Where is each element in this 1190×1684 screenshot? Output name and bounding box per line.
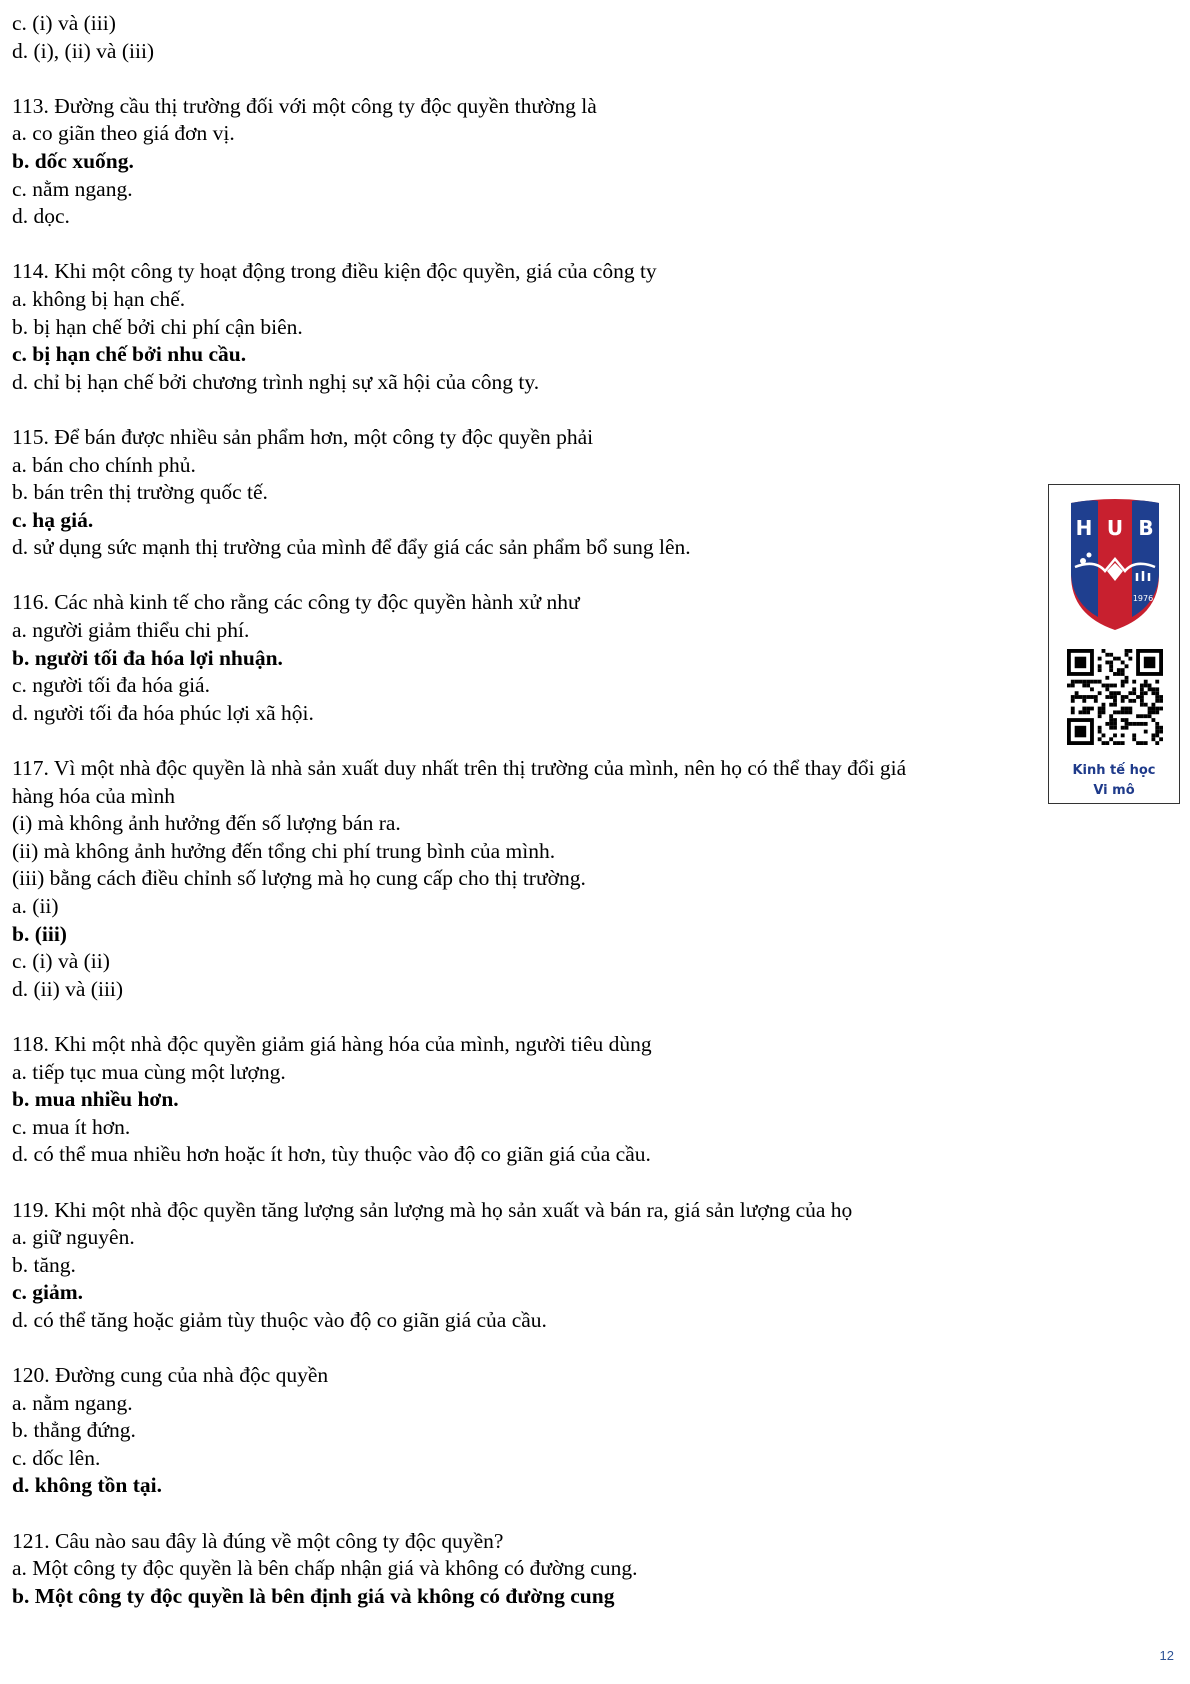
text-line: d. sử dụng sức mạnh thị trường của mình để đẩy giá các sản phẩm bổ sung lên. (12, 535, 691, 560)
text-line: 117. Vì một nhà độc quyền là nhà sản xuất duy nhất trên thị trường của mình, nên họ có thể thay đổi giá (12, 756, 907, 781)
text-line: c. người tối đa hóa giá. (12, 673, 210, 698)
text-line: d. người tối đa hóa phúc lợi xã hội. (12, 700, 314, 725)
text-line: a. (ii) (12, 894, 59, 918)
text-line: 114. Khi một công ty hoạt động trong điều kiện độc quyền, giá của công ty (12, 259, 657, 284)
text-line: 118. Khi một nhà độc quyền giảm giá hàng hóa của mình, người tiêu dùng (12, 1031, 652, 1056)
text-line: c. nằm ngang. (12, 176, 133, 201)
hub-branding-panel (1048, 484, 1180, 804)
blank-line (12, 727, 1042, 755)
logo-year: 1976 (1132, 594, 1154, 603)
text-line: a. không bị hạn chế. (12, 286, 186, 311)
blank-line (12, 231, 1042, 259)
text-line: 115. Để bán được nhiều sản phẩm hơn, một công ty độc quyền phải (12, 424, 594, 449)
text-line: a. Một công ty độc quyền là bên chấp nhận giá và không có đường cung. (12, 1556, 638, 1581)
text-line: hàng hóa của mình (12, 783, 175, 808)
text-line: d. dọc. (12, 204, 70, 229)
answer-line-correct: d. không tồn tại. (12, 1473, 162, 1498)
answer-line-correct: c. giảm. (12, 1280, 84, 1305)
text-line: c. dốc lên. (12, 1445, 101, 1470)
text-line: a. người giảm thiểu chi phí. (12, 618, 250, 643)
text-line: c. (i) và (iii) (12, 11, 116, 35)
blank-line (12, 1169, 1042, 1197)
text-line: d. (i), (ii) và (iii) (12, 38, 155, 63)
caption-line-1: Kinh tế học (1072, 763, 1156, 778)
answer-line-correct: b. mua nhiều hơn. (12, 1087, 179, 1112)
caption-line-2: Vi mô (1093, 783, 1135, 798)
blank-line (12, 65, 1042, 93)
answer-line-correct: c. hạ giá. (12, 507, 94, 532)
text-line: b. bán trên thị trường quốc tế. (12, 480, 268, 505)
text-line: b. tăng. (12, 1252, 76, 1277)
answer-line-correct: b. (iii) (12, 921, 67, 946)
text-line: c. (i) và (ii) (12, 949, 110, 974)
text-line: (i) mà không ảnh hưởng đến số lượng bán ra. (12, 811, 401, 836)
blank-line (12, 1335, 1042, 1363)
qr-code-icon[interactable] (1067, 649, 1163, 745)
answer-line-correct: b. Một công ty độc quyền là bên định giá và không có đường cung (12, 1583, 615, 1608)
text-line: a. nằm ngang. (12, 1390, 133, 1415)
logo-letter-u: U (1106, 516, 1124, 540)
blank-line (12, 1500, 1042, 1528)
text-line: 121. Câu nào sau đây là đúng về một công ty độc quyền? (12, 1528, 504, 1553)
text-line: 120. Đường cung của nhà độc quyền (12, 1363, 329, 1388)
text-line: d. chỉ bị hạn chế bởi chương trình nghị sự xã hội của công ty. (12, 369, 540, 394)
text-line: (ii) mà không ảnh hưởng đến tổng chi phí trung bình của mình. (12, 838, 556, 863)
text-line: a. tiếp tục mua cùng một lượng. (12, 1059, 286, 1084)
hub-logo-crest (1065, 497, 1165, 632)
text-line: b. bị hạn chế bởi chi phí cận biên. (12, 314, 303, 339)
answer-line-correct: c. bị hạn chế bởi nhu cầu. (12, 342, 247, 367)
text-line: d. (ii) và (iii) (12, 976, 124, 1001)
text-line: d. có thể tăng hoặc giảm tùy thuộc vào độ co giãn giá của cầu. (12, 1307, 547, 1332)
text-line: 113. Đường cầu thị trường đối với một công ty độc quyền thường là (12, 93, 597, 118)
text-line: b. thẳng đứng. (12, 1418, 136, 1443)
logo-letter-h: H (1075, 516, 1093, 540)
answer-line-correct: b. người tối đa hóa lợi nhuận. (12, 645, 283, 670)
blank-line (12, 562, 1042, 590)
text-line: a. giữ nguyên. (12, 1225, 135, 1250)
page-number: 12 (1159, 1648, 1174, 1663)
blank-line (12, 396, 1042, 424)
text-line: a. bán cho chính phủ. (12, 452, 196, 477)
text-line: 119. Khi một nhà độc quyền tăng lượng sản lượng mà họ sản xuất và bán ra, giá sản lượng của họ (12, 1197, 853, 1222)
logo-letter-b: B (1138, 516, 1154, 540)
text-line: c. mua ít hơn. (12, 1114, 131, 1139)
blank-line (12, 1003, 1042, 1031)
document-body (12, 10, 1042, 1610)
text-line: (iii) bằng cách điều chỉnh số lượng mà họ cung cấp cho thị trường. (12, 866, 586, 891)
text-line: 116. Các nhà kinh tế cho rằng các công ty độc quyền hành xử như (12, 590, 580, 615)
answer-line-correct: b. dốc xuống. (12, 148, 134, 173)
text-line: a. co giãn theo giá đơn vị. (12, 121, 235, 146)
text-line: d. có thể mua nhiều hơn hoặc ít hơn, tùy thuộc vào độ co giãn giá của cầu. (12, 1142, 651, 1167)
